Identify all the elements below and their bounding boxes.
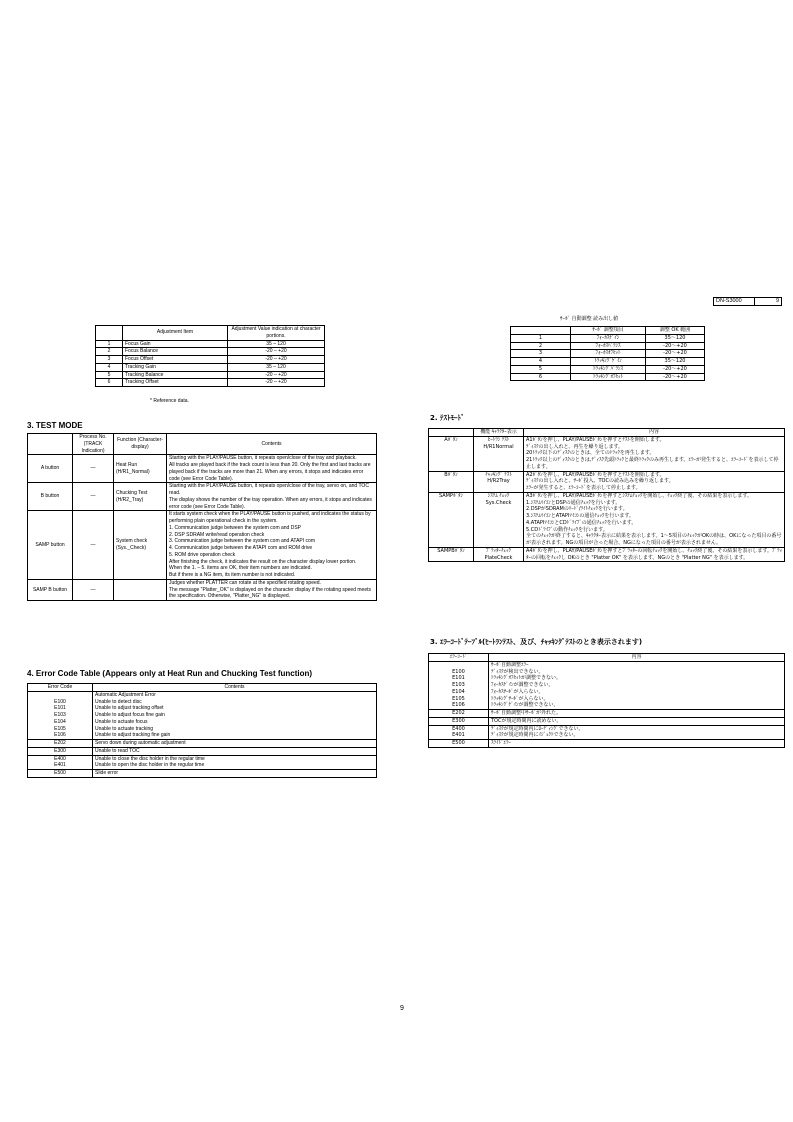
error-codes — [28, 770, 93, 778]
error-codes-line: E500 — [54, 770, 66, 776]
error-codes-line: E400 — [452, 725, 465, 732]
row-number: 3 — [511, 350, 571, 358]
row-number: 4 — [96, 363, 123, 371]
error-contents-line: TOCが規定時間内に読めない。 — [491, 717, 562, 724]
test-row — [429, 436, 785, 471]
error-contents — [93, 747, 377, 755]
header-row — [28, 434, 377, 455]
table-row — [511, 350, 705, 358]
contents-line: 5. ROM drive operation check — [169, 551, 236, 558]
contents-line: 5.CDﾄﾞﾗｲﾌﾞの動作ﾁｪｯｸを行います。 — [526, 526, 608, 533]
error-contents-line: Unable to close the disc holder in the regular time — [95, 755, 205, 762]
error-group — [429, 661, 785, 709]
contents-line: After finishing the check, it indicates the result on the character display lower portion. — [169, 558, 357, 565]
value-range: -20～+20 — [646, 350, 705, 358]
error-codes-line: E106 — [54, 732, 66, 739]
contents — [167, 579, 377, 600]
error-codes — [28, 755, 93, 770]
error-codes-line — [30, 692, 90, 699]
error-contents-line: Unable to actuate tracking — [95, 725, 154, 732]
error-contents-line: ﾌｫｰｶｽｹﾞｲﾝが調整できない。 — [491, 682, 554, 688]
error-codes-line — [431, 662, 486, 669]
item-name: ﾌｫｰｶｽﾊﾞﾗﾝｽ — [571, 342, 646, 350]
table-row — [511, 365, 705, 373]
error-codes — [28, 740, 93, 748]
error-contents-line: ﾌｫｰｶｽｻｰﾎﾞが入らない。 — [491, 688, 544, 695]
contents-line: 2.DSPがSDRAMのﾘｰﾄﾞ/ﾗｲﾄﾁｪｯｸを行います。 — [526, 506, 628, 513]
function-name-line: System check — [116, 538, 148, 545]
value-range: -20 – +20 — [228, 356, 325, 364]
contents-line: Judges whether PLATTER can rotate at the specified rotating speed. — [169, 579, 321, 586]
column-header: Adjustment Value indication at character portions. — [228, 326, 325, 341]
error-group — [28, 691, 377, 739]
value-range: 35～120 — [646, 358, 705, 366]
item-name: ﾄﾗｯｷﾝｸﾞﾊﾞﾗﾝｽ — [571, 365, 646, 373]
error-contents — [93, 691, 377, 739]
error-codes — [429, 740, 489, 748]
item-name: ﾌｫｰｶｽｵﾌｾｯﾄ — [571, 350, 646, 358]
contents — [167, 455, 377, 483]
error-contents-line: Unable to adjust focus fine gain — [95, 712, 165, 718]
contents-line: 4. Communication judge between the ATAPI com and ROM drive — [169, 545, 313, 551]
contents-line: A2ﾎﾞﾀﾝを押し、PLAY/PAUSEﾎﾞﾀﾝを押すとﾃｽﾄを開始します。 — [526, 471, 665, 478]
header-row — [511, 327, 705, 335]
error-codes-line: E104 — [54, 718, 66, 725]
error-codes-line: E500 — [452, 740, 465, 746]
button-name: Aﾎﾞﾀﾝ — [429, 436, 474, 471]
row-number: 6 — [96, 379, 123, 387]
function-name-line: Heat Run — [116, 462, 138, 468]
jp-error-table — [428, 653, 785, 748]
header-row — [429, 429, 785, 437]
table-row — [96, 356, 325, 364]
en-test-mode-table — [27, 433, 377, 601]
error-codes-line: E401 — [54, 762, 66, 769]
header-row — [96, 326, 325, 341]
error-contents-line: Unable to adjust tracking fine gain — [95, 732, 171, 739]
function-name-line: PlateCheck — [484, 554, 513, 561]
column-header: Contents — [167, 434, 377, 455]
value-range: 35 – 120 — [228, 340, 325, 348]
error-codes — [429, 717, 489, 725]
error-contents-line: Slide error — [95, 770, 119, 776]
table-row — [96, 340, 325, 348]
process-no: — — [73, 455, 114, 483]
error-contents-line: Unable to open the disc holder in the regular time — [95, 762, 205, 769]
error-contents-line: Automatic Adjustment Error — [95, 691, 156, 698]
reference-note: * Reference data. — [150, 398, 189, 404]
error-contents-line: ﾄﾗｯｷﾝｸﾞｻｰﾎﾞが入らない。 — [491, 695, 549, 702]
column-header: Error Code — [28, 684, 93, 692]
value-range: -20～+20 — [646, 365, 705, 373]
contents-line: When the 1. – 5. items are OK, their item numbers are indicated. — [169, 565, 312, 572]
contents — [167, 483, 377, 511]
contents — [524, 471, 785, 492]
row-number: 6 — [511, 373, 571, 381]
test-row — [28, 483, 377, 511]
row-number: 1 — [96, 340, 123, 348]
function-name-line: ﾁｬｯｷﾝｸﾞ ﾃｽﾄ — [485, 471, 512, 478]
contents-line: A4ﾎﾞﾀﾝを押し、PLAY/PAUSEﾎﾞﾀﾝを押すとﾌﾟﾗｯﾀｰの回転ﾁｪｯｸを開始し、ﾁｪｯｸ終了後、その結果を表示します。ﾌﾟﾗｯﾀｰの回転をﾁｪｯｸし OKのとき "Platter OK" を表示します。NGのとき "Platter NG" を表示します。 — [526, 547, 783, 561]
contents-line: 1.ｼｽﾃﾑﾏｲｺﾝとDSPの通信ﾁｪｯｸを行います。 — [526, 499, 621, 506]
contents-line: 21ﾄﾗｯｸ以上のﾃﾞｨｽｸのときは,ﾃﾞｨｽｸ先頭ﾄﾗｯｸと最終ﾄﾗｯｸのみ再生します。ｴﾗｰが発生すると、ｴﾗｰｺｰﾄﾞを表示して停止します。 — [526, 457, 779, 470]
error-group — [28, 755, 377, 770]
contents-line: A3ﾎﾞﾀﾝを押し、PLAY/PAUSEﾎﾞﾀﾝを押すとｼｽﾃﾑﾁｪｯｸを開始し、ﾁｪｯｸ終了後、その結果を表示します。 — [526, 492, 753, 499]
contents-line: ﾃﾞｨｽｸの出し入れと、再生を繰り返します。 — [526, 443, 624, 450]
jp-test-mode-title: 2. ﾃｽﾄﾓｰﾄﾞ — [430, 414, 465, 422]
function-name — [474, 492, 524, 547]
error-contents — [93, 755, 377, 770]
error-codes-line: E300 — [54, 747, 66, 754]
item-name: Focus Gain — [123, 340, 228, 348]
error-codes-line: E103 — [54, 712, 66, 718]
row-number: 5 — [511, 365, 571, 373]
page-number: 9 — [400, 1005, 404, 1012]
error-contents-line: ﾄﾗｯｷﾝｸﾞｹﾞｲﾝが調整できない。 — [491, 702, 559, 709]
contents-line: All tracks are played back if the track count is less than 20. Only the first and last tracks are played back if the tracks are more than 21. When any errors, it stops and indicates error code (see Error Code Table). — [169, 462, 371, 482]
button-name: SAMPBﾎﾞﾀﾝ — [429, 547, 474, 562]
error-contents — [489, 717, 785, 725]
row-number: 2 — [96, 348, 123, 356]
error-contents-line: ﾃﾞｨｽｸが規定時間内にﾛｰﾃﾞｨﾝｸﾞできない。 — [491, 725, 584, 732]
error-contents-line: ｽﾗｲﾄﾞｴﾗｰ — [491, 740, 512, 746]
function-name-line: (H/R1_Normal) — [116, 468, 150, 475]
header-row — [429, 654, 785, 662]
error-contents-line: ﾃﾞｨｽｸが検出できない。 — [491, 668, 544, 675]
contents — [167, 511, 377, 580]
column-header: Process No. (TRACK Indication) — [73, 434, 114, 455]
column-header: ｻｰﾎﾞ 調整項目 — [571, 327, 646, 335]
error-group — [28, 740, 377, 748]
value-range: -20 – +20 — [228, 371, 325, 379]
model-page-box — [713, 297, 782, 306]
function-name-line: ﾌﾟﾗｯﾀｰﾁｪｯｸ — [485, 547, 511, 554]
table-row — [511, 334, 705, 342]
header-page: 9 — [755, 298, 782, 306]
error-group — [429, 710, 785, 718]
table-row — [96, 348, 325, 356]
test-row — [429, 492, 785, 547]
button-name: A button — [28, 455, 73, 483]
row-number: 3 — [96, 356, 123, 364]
column-header — [429, 429, 474, 437]
contents-line: 4.ATAPIﾏｲｺﾝとCDﾄﾞﾗｲﾌﾞの通信ﾁｪｯｸを行います。 — [526, 519, 637, 526]
error-codes-line: E202 — [54, 740, 66, 746]
error-contents — [93, 770, 377, 778]
process-no: — — [73, 483, 114, 511]
value-range: -20 – +20 — [228, 348, 325, 356]
item-name: ﾄﾗｯｷﾝｸﾞｵﾌｾｯﾄ — [571, 373, 646, 381]
error-codes — [28, 747, 93, 755]
item-name: Focus Offset — [123, 356, 228, 364]
error-codes-line: E202 — [452, 710, 465, 716]
row-number: 2 — [511, 342, 571, 350]
error-codes-line: E106 — [452, 702, 465, 709]
item-name: Focus Balance — [123, 348, 228, 356]
contents-line: 3.ｼｽﾃﾑﾏｲｺﾝとATAPIﾏｲｺﾝの通信ﾁｪｯｸを行います。 — [526, 513, 634, 519]
item-name: Tracking Gain — [123, 363, 228, 371]
contents-line: It starts system check when the PLAY/PAUSE button is pushed, and indicates the status by performing plain operational check in the system. — [169, 511, 371, 524]
function-name-line: Sys.Check — [485, 499, 512, 506]
error-contents — [93, 740, 377, 748]
function-name — [474, 471, 524, 492]
en-error-table — [27, 683, 377, 778]
contents-line: A1ﾎﾞﾀﾝを押し、PLAY/PAUSEﾎﾞﾀﾝを押すとﾃｽﾄを開始します。 — [526, 436, 665, 443]
error-codes-line: E100 — [54, 698, 66, 705]
table-row — [511, 342, 705, 350]
error-contents — [489, 725, 785, 740]
contents-line: 2. DSP SDRAM write/read operation check — [169, 531, 265, 538]
error-codes-line: E100 — [452, 668, 465, 675]
column-header: 内容 — [489, 654, 785, 662]
table-row — [96, 379, 325, 387]
table-row — [511, 358, 705, 366]
process-no: — — [73, 579, 114, 600]
column-header — [511, 327, 571, 335]
row-number: 1 — [511, 334, 571, 342]
value-range: -20 – +20 — [228, 379, 325, 387]
table-row — [511, 373, 705, 381]
error-contents — [489, 661, 785, 709]
test-mode-title: 3. TEST MODE — [27, 421, 83, 430]
column-header: ｴﾗｰｺｰﾄﾞ — [429, 654, 489, 662]
column-header: 内容 — [524, 429, 785, 437]
test-row — [28, 455, 377, 483]
contents-line: ﾃﾞｨｽｸの出し入れと、ｻｰﾎﾞ投入、TOCの読み込みを繰り返します。 — [526, 478, 674, 485]
item-name: Tracking Balance — [123, 371, 228, 379]
header-row — [28, 684, 377, 692]
error-group — [28, 770, 377, 778]
button-name: Bﾎﾞﾀﾝ — [429, 471, 474, 492]
contents-line: 20ﾄﾗｯｸ以下のﾃﾞｨｽｸのときは、全てのﾄﾗｯｸを再生します。 — [526, 450, 655, 457]
error-contents-line: ﾄﾗｯｷﾝｸﾞｵﾌｾｯﾄが調整できない。 — [491, 675, 562, 682]
error-codes-line: E105 — [452, 695, 465, 702]
error-contents-line: Unable to read TOC — [95, 747, 140, 754]
test-row — [429, 547, 785, 562]
contents-line: The message "Platter_OK" is displayed on the character display if the rotating speed meets the specification. Otherwise, "Platter_NG" is displayed. — [169, 586, 371, 600]
column-header: Adjustment Item — [123, 326, 228, 341]
test-row — [429, 471, 785, 492]
error-codes — [429, 725, 489, 740]
function-name — [474, 436, 524, 471]
column-header — [96, 326, 123, 341]
jp-error-title: 3. ｴﾗｰｺｰﾄﾞﾃｰﾌﾞﾙ(ﾋｰﾄﾗﾝﾃｽﾄ、及び、ﾁｬｯｷﾝｸﾞﾃｽﾄのとき表示されます) — [430, 638, 643, 646]
column-header — [28, 434, 73, 455]
value-range: -20～+20 — [646, 342, 705, 350]
error-contents-line: ﾃﾞｨｽｸが規定時間内にｲｼﾞｪｸﾄできない。 — [491, 732, 579, 739]
error-codes — [429, 661, 489, 709]
item-name: ﾌｫｰｶｽｹﾞｲﾝ — [571, 334, 646, 342]
function-name — [114, 455, 167, 483]
value-range: 35～120 — [646, 334, 705, 342]
table-row — [96, 371, 325, 379]
button-name: SAMPﾎﾞﾀﾝ — [429, 492, 474, 547]
button-name: B button — [28, 483, 73, 511]
function-name — [474, 547, 524, 562]
error-contents — [489, 710, 785, 718]
model-label: DN-S3000 — [714, 298, 755, 306]
jp-adjustment-table — [510, 326, 705, 381]
contents-line: But if there is a NG item, its item number is not indicated. — [169, 572, 296, 578]
process-no: — — [73, 511, 114, 580]
value-range: -20～+20 — [646, 373, 705, 381]
test-row — [28, 511, 377, 580]
error-codes — [28, 691, 93, 739]
error-group — [429, 725, 785, 740]
column-header: 調整 OK 範囲 — [646, 327, 705, 335]
jp-adjust-title: ｻｰﾎﾞ 自動調整 読み出し値 — [560, 316, 619, 322]
error-group — [429, 717, 785, 725]
error-codes-line: E103 — [452, 682, 465, 688]
error-codes-line: E401 — [452, 732, 465, 739]
column-header: Contents — [93, 684, 377, 692]
button-name: SAMP B button — [28, 579, 73, 600]
button-name: SAMP button — [28, 511, 73, 580]
error-codes-line: E400 — [54, 755, 66, 762]
contents-line: 全てのﾁｪｯｸが終了すると、ｷｬﾗｸﾀｰ表示に結果を表示します。1～5項目のﾁｪｯｸがOKの時は、OKになった項目の番号が表示されます。NGの項目が合った場合、NGになった項目の番号が表示されません。 — [526, 533, 782, 546]
function-name-line: (H/R2_Tray) — [116, 496, 144, 503]
error-contents-line: ｻｰﾎﾞ自動調整中ｻｰﾎﾞが外れた。 — [491, 710, 562, 716]
error-group — [28, 747, 377, 755]
error-codes-line: E104 — [452, 688, 465, 695]
error-contents-line: Unable to adjust tracking offset — [95, 705, 164, 712]
contents-line: Starting with the PLAY/PAUSE button, it repeats open/close of the tray and playback. — [169, 455, 357, 462]
column-header: 機能 ｷｬﾗｸﾀｰ表示 — [474, 429, 524, 437]
contents-line: 1. Communication judge between the system com and DSP — [169, 524, 302, 531]
error-codes-line: E101 — [452, 675, 465, 682]
item-name: ﾄﾗｯｷﾝｸﾞｹﾞｲﾝ — [571, 358, 646, 366]
error-contents — [489, 740, 785, 748]
contents — [524, 547, 785, 562]
contents — [524, 492, 785, 547]
contents-line: ｴﾗｰが発生すると、ｴﾗｰｺｰﾄﾞを表示して停止します。 — [526, 485, 641, 491]
function-name-line: ｼｽﾃﾑ ﾁｪｯｸ — [487, 492, 510, 499]
error-contents-line: Unable to actuate focus — [95, 718, 148, 725]
function-name-line: (Sys._Check) — [116, 545, 147, 551]
function-name-line: H/R1Normal — [483, 443, 514, 450]
en-adjustment-table — [95, 325, 325, 387]
row-number: 4 — [511, 358, 571, 366]
contents-line: 3. Communication judge between the system com and ATAPI com — [169, 538, 315, 545]
error-codes — [429, 710, 489, 718]
contents-line: Starting with the PLAY/PAUSE button, it repeats open/close of the tray, servo on, and TOC read. — [169, 483, 369, 496]
column-header: Function (Character-display) — [114, 434, 167, 455]
jp-test-mode-table — [428, 428, 785, 562]
error-contents-line: Servo down during automatic adjustment — [95, 740, 186, 746]
function-name-line: Chucking Test — [116, 490, 148, 496]
error-code-title: 4. Error Code Table (Appears only at Heat Run and Chucking Test function) — [27, 669, 313, 678]
function-name-line: H/R2Tray — [487, 478, 510, 485]
item-name: Tracking Offset — [123, 379, 228, 387]
function-name — [114, 579, 167, 600]
error-contents-line: ｻｰﾎﾞ自動調整ｴﾗｰ — [491, 661, 529, 668]
table-row — [96, 363, 325, 371]
function-name — [114, 483, 167, 511]
error-codes-line: E101 — [54, 705, 66, 712]
error-group — [429, 740, 785, 748]
contents-line: The display shows the number of the tray operation. When any errors, it stops and indicates error code (see Error Code Table). — [169, 496, 372, 510]
error-codes-line: E105 — [54, 725, 66, 732]
error-codes-line: E300 — [452, 717, 465, 724]
row-number: 5 — [96, 371, 123, 379]
value-range: 35 – 120 — [228, 363, 325, 371]
contents — [524, 436, 785, 471]
function-name-line: ﾋｰﾄﾗﾝ ﾃｽﾄ — [487, 436, 510, 443]
error-contents-line: Unable to detect disc — [95, 698, 142, 705]
function-name — [114, 511, 167, 580]
test-row — [28, 579, 377, 600]
